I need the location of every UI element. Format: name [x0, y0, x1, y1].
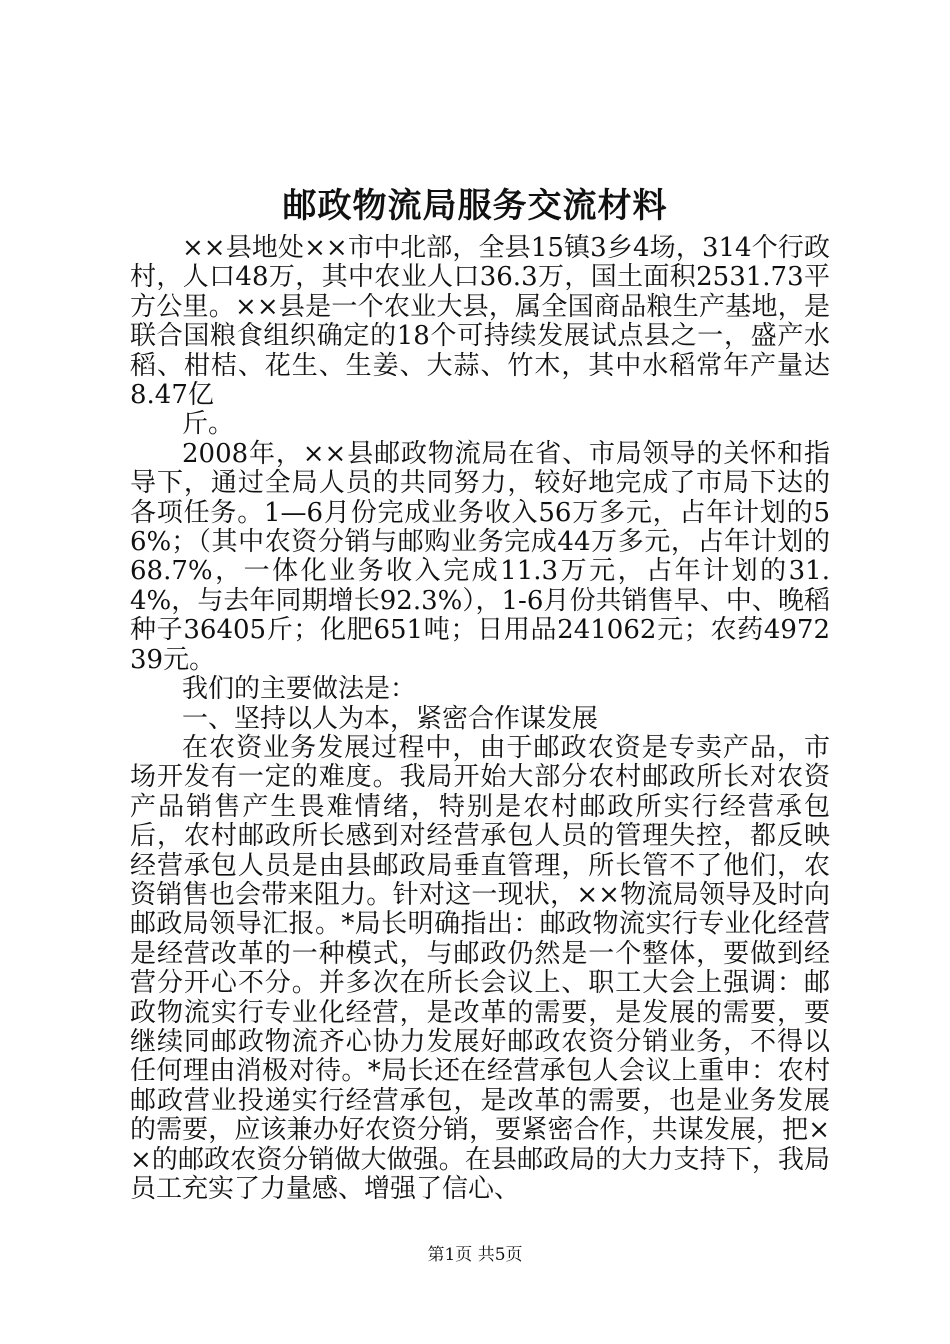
paragraph-cooperation: 在农资业务发展过程中，由于邮政农资是专卖产品，市场开发有一定的难度。我局开始大部分农村邮政所长对农资产品销售产生畏难情绪，特别是农村邮政所实行经营承包后，农村邮政所长感到对经营承包人员的管理失控，都反映经营承包人员是由县邮政局垂直管理，所长管不了他们，农资销售也会带来阻力。针对这一现状，××物流局领导及时向邮政局领导汇报。*局长明确指出：邮政物流实行专业化经营是经营改革的一种模式，与邮政仍然是一个整体，要做到经营分开心不分。并多次在所长会议上、职工大会上强调：邮政物流实行专业化经营，是改革的需要，是发展的需要，要继续同邮政物流齐心协力发展好邮政农资分销业务，不得以任何理由消极对待。*局长还在经营承包人会议上重申：农村邮政营业投递实行经营承包，是改革的需要，也是业务发展的需要，应该兼办好农资分销，要紧密合作，共谋发展，把××的邮政农资分销做大做强。在县邮政局的大力支持下，我局员工充实了力量感、增强了信心、 — [130, 732, 830, 1204]
document-title: 邮政物流局服务交流材料 — [282, 186, 668, 226]
paragraph-2008-performance: 2008年，××县邮政物流局在省、市局领导的关怀和指导下，通过全局人员的共同努力，较好地完成了市局下达的各项任务。1—6月份完成业务收入56万多元，占年计划的56%；（其中农资分销与邮购业务完成44万多元，占年计划的68.7%，一体化业务收入完成11.3万元，占年计划的31.4%，与去年同期增长92.3%），1-6月份共销售早、中、晚稻种子36405斤；化肥651吨；日用品241062元；农药497239元。 — [130, 438, 830, 675]
page-footer: 第1页 共5页 — [427, 1245, 523, 1265]
document-body — [130, 234, 830, 1204]
paragraph-continuation: 斤。 — [182, 409, 235, 440]
paragraph-main-practices-intro: 我们的主要做法是： — [182, 674, 417, 705]
paragraph-county-overview: ××县地处××市中北部，全县15镇3乡4场，314个行政村，人口48万，其中农业人口36.3万，国土面积2531.73平方公里。××县是一个农业大县，属全国商品粮生产基地，是联合国粮食组织确定的18个可持续发展试点县之一，盛产水稻、柑桔、花生、生姜、大蒜、竹木，其中水稻常年产量达8.47亿 — [130, 233, 830, 411]
section-heading-1: 一、坚持以人为本，紧密合作谋发展 — [182, 703, 599, 734]
